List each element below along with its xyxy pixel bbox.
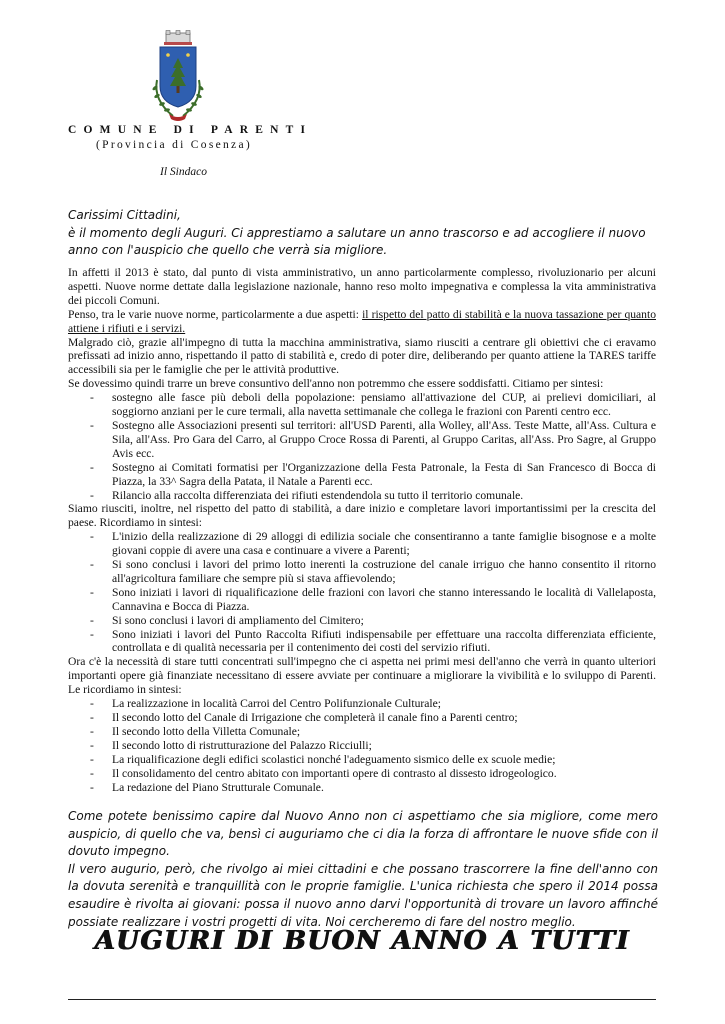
- municipality-name: COMUNE DI PARENTI: [68, 124, 313, 136]
- list-item: - La redazione del Piano Strutturale Comunale.: [68, 781, 656, 795]
- list-item: - L'inizio della realizzazione di 29 alloggi di edilizia sociale che consentiranno a tante famiglie bisognose e a molte giovani coppie di avere una casa e continuare a vivere a Parenti;: [68, 530, 656, 558]
- closing: [68, 808, 658, 931]
- paragraph: Se dovessimo quindi trarre un breve consuntivo dell'anno non potremmo che essere soddisfatti. Citiamo per sintesi:: [68, 377, 604, 391]
- crown-icon: [164, 31, 192, 46]
- list-item: - Il secondo lotto del Canale di Irrigazione che completerà il canale fino a Parenti centro;: [68, 711, 656, 725]
- closing-paragraph: Il vero augurio, però, che rivolgo ai miei cittadini e che possano trascorrere la fine dell'anno con la dovuta serenità e tranquillità con le proprie famiglie. L'unica richiesta che spero il 2014 possa esaudire è rivolta ai giovani: possa il nuovo anno darvi l'opportunità di trovare un lavoro affinché possiate realizzare i vostri progetti di vita. Noi cercheremo di fare del nostro meglio.: [68, 861, 658, 929]
- paragraph: Malgrado ciò, grazie all'impegno di tutta la macchina amministrativa, siamo riusciti a centrare gli obiettivi che ci eravamo prefissati ad inizio anno, rispettando il patto di stabilità e, credo di poter dire, deliberando per quanto attiene la TARES tariffe accessibili sia per le famiglie che per le attività produttive.: [68, 335, 656, 377]
- underlined-text: il rispetto del patto di stabilità e la nuova tassazione per quanto attiene i rifiuti e i servizi.: [68, 307, 656, 335]
- list-item: - Rilancio alla raccolta differenziata dei rifiuti estendendola su tutto il territorio comunale.: [68, 489, 656, 503]
- list-item: - Il consolidamento del centro abitato con importanti opere di contrasto al dissesto idrogeologico.: [68, 767, 656, 781]
- list-item: - Sono iniziati i lavori di riqualificazione delle frazioni con lavori che stanno interessando le località di Vallelaposta, Cannavina e Bocca di Piazza.: [68, 586, 656, 614]
- letter-body: [68, 266, 656, 794]
- achievements-list: [68, 391, 656, 502]
- list-item: - Sono iniziati i lavori del Punto Raccolta Rifiuti indispensabile per effettuare una raccolta differenziata efficiente, controllata e di qualità necessaria per il contenimento dei costi del servizio rifiuti.: [68, 628, 656, 656]
- list-item: - La realizzazione in località Carroi del Centro Polifunzionale Culturale;: [68, 697, 656, 711]
- paragraph: In affetti il 2013 è stato, dal punto di vista amministrativo, un anno particolarmente complesso, rivoluzionario per alcuni aspetti. Nuove norme dettate dalla legislazione nazionale, hanno reso molto impegnativa e complessa la vita amministrativa dei piccoli Comuni.: [68, 266, 656, 307]
- list-item: - Il secondo lotto della Villetta Comunale;: [68, 725, 656, 739]
- paragraph: [68, 308, 656, 336]
- province-name: (Provincia di Cosenza): [96, 139, 252, 151]
- greeting: [68, 207, 658, 260]
- list-item: - sostegno alle fasce più deboli della popolazione: pensiamo all'attivazione del CUP, ai prelievi domiciliari, al soggiorno anziani per le cure termali, alla navetta settimanale che collega le frazioni con Parenti centro ecc.: [68, 391, 656, 419]
- list-item: - La riqualificazione degli edifici scolastici nonché l'adeguamento sismico delle ex scuole medie;: [68, 753, 656, 767]
- paragraph: Ora c'è la necessità di stare tutti concentrati sull'impegno che ci aspetta nei primi mesi dell'anno che verrà in quanto ulteriori importanti opere già finanziate necessitano di essere avviate per continuare a migliorare la vivibilità e lo sviluppo di Parenti. Le ricordiamo in sintesi:: [68, 655, 656, 697]
- greetings-banner: AUGURI DI BUON ANNO A TUTTI: [94, 926, 631, 956]
- paragraph-text: Penso, tra le varie nuove norme, particolarmente a due aspetti:: [68, 307, 363, 321]
- coat-of-arms-icon: [143, 30, 213, 126]
- list-item: - Si sono conclusi i lavori di ampliamento del Cimitero;: [68, 614, 656, 628]
- future-works-list: [68, 697, 656, 794]
- list-item: - Sostegno ai Comitati formatisi per l'Organizzazione della Festa Patronale, la Festa di San Francesco di Bocca di Piazza, la 33^ Sagra della Patata, il Natale a Parenti ecc.: [68, 461, 656, 489]
- list-item: - Si sono conclusi i lavori del primo lotto inerenti la costruzione del canale irriguo che hanno consentito il ritorno all'agricoltura familiare che sempre più si stava affievolendo;: [68, 558, 656, 586]
- greeting-salutation: Carissimi Cittadini,: [68, 208, 181, 222]
- paragraph: Siamo riusciti, inoltre, nel rispetto del patto di stabilità, a dare inizio e completare lavori importantissimi per la crescita del paese. Ricordiamo in sintesi:: [68, 502, 656, 530]
- closing-paragraph: Come potete benissimo capire dal Nuovo Anno non ci aspettiamo che sia migliore, come mero auspicio, di quello che va, bensì ci auguriamo che ci dia la forza di affrontare le nuove sfide con il dovuto impegno.: [68, 809, 658, 859]
- list-item: - Il secondo lotto di ristrutturazione del Palazzo Ricciulli;: [68, 739, 656, 753]
- footer-divider: [68, 999, 656, 1000]
- works-list: [68, 530, 656, 655]
- mayor-label: Il Sindaco: [160, 166, 207, 178]
- list-item: - Sostegno alle Associazioni presenti sul territori: all'USD Parenti, alla Wolley, all'Ass. Teste Matte, all'Ass. Cultura e Sila, all'Ass. Pro Gara del Carro, al Gruppo Croce Rossa di Parenti, al Gruppo Caritas, all'Ass. Pro Sagre, al Gruppo Avis ecc.: [68, 419, 656, 461]
- greeting-text: è il momento degli Auguri. Ci apprestiamo a salutare un anno trascorso e ad accogliere il nuovo anno con l'auspicio che quello che verrà sia migliore.: [68, 225, 646, 257]
